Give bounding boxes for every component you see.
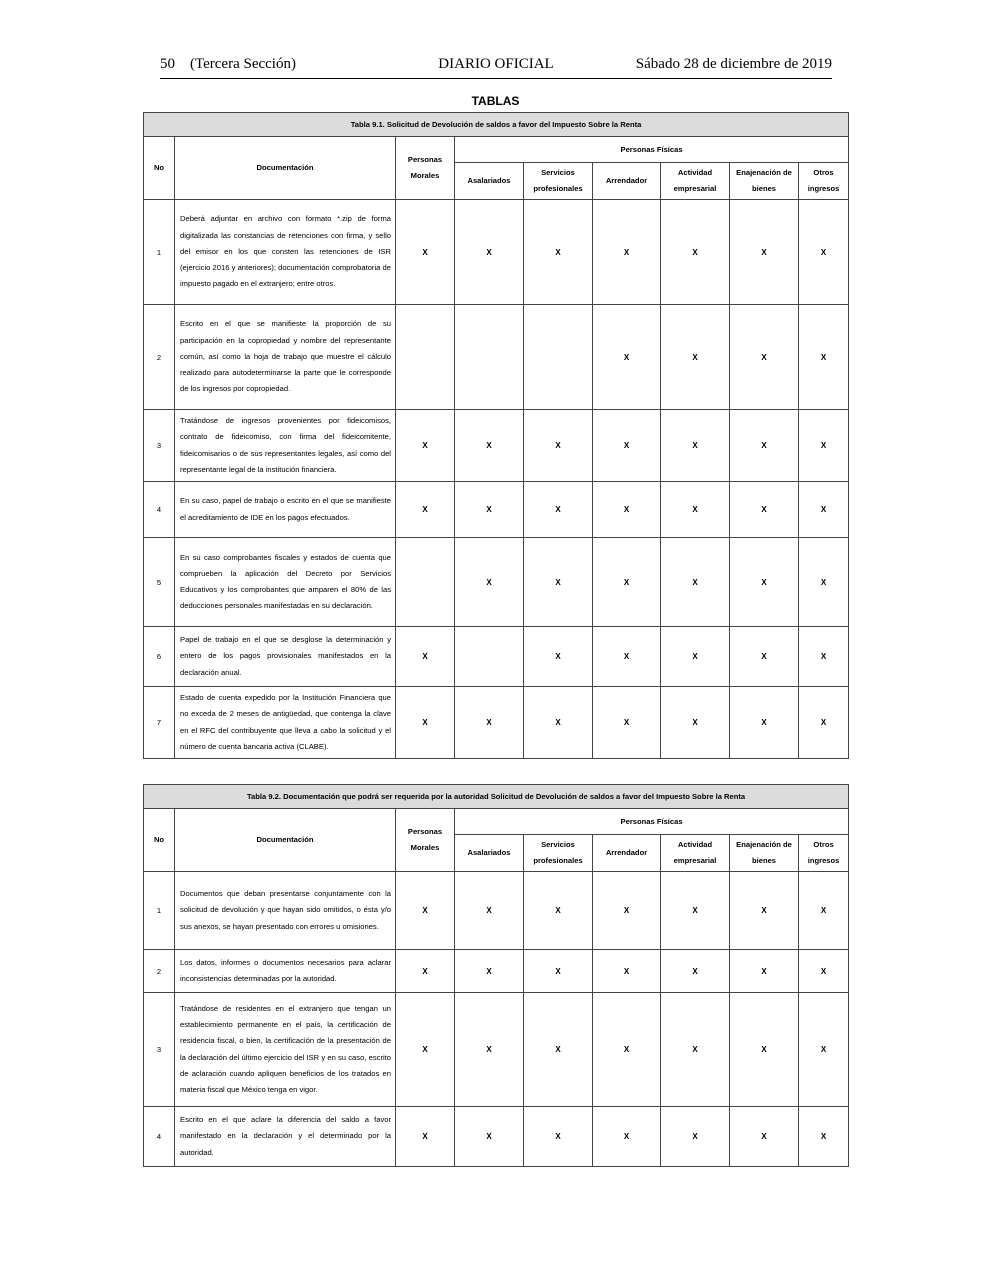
applicability-mark: X	[661, 410, 730, 482]
applicability-mark: X	[396, 993, 455, 1107]
col-header-servicios: Servicios profesionales	[524, 163, 593, 200]
applicability-mark: X	[524, 482, 593, 538]
table-row	[144, 410, 849, 482]
applicability-mark: X	[730, 1107, 799, 1167]
row-documentation: Documentos que deban presentarse conjuntamente con la solicitud de devolución y que hayan sido omitidos, o ésta y/o sus anexos, se hayan presentado con errores u omisiones.	[175, 872, 396, 950]
table-row	[144, 872, 849, 950]
applicability-mark: X	[730, 872, 799, 950]
row-number: 7	[144, 687, 175, 759]
col-header-morales: Personas Morales	[396, 137, 455, 200]
applicability-mark: X	[661, 538, 730, 627]
table-row	[144, 1107, 849, 1167]
applicability-mark: X	[730, 950, 799, 993]
applicability-mark: X	[593, 872, 661, 950]
applicability-mark: X	[524, 200, 593, 305]
applicability-mark: X	[730, 200, 799, 305]
applicability-mark	[455, 305, 524, 410]
col-header-asalariados: Asalariados	[455, 163, 524, 200]
applicability-mark: X	[661, 872, 730, 950]
row-documentation: Tratándose de ingresos provenientes por fideicomisos, contrato de fideicomiso, con firma del fideicomitente, fideicomisarios o de sus representantes legales, así como del representante legal de la institución financiera.	[175, 410, 396, 482]
applicability-mark: X	[455, 538, 524, 627]
applicability-mark: X	[661, 950, 730, 993]
applicability-mark: X	[593, 950, 661, 993]
publication-name: DIARIO OFICIAL	[438, 56, 554, 72]
row-documentation: Tratándose de residentes en el extranjero que tengan un establecimiento permanente en el país, la certificación de residencia fiscal, o bien, la certificación de la presentación de la declaración del último ejercicio del ISR y en su caso, escrito de aclaración cuando apliquen beneficios de los tratados en materia fiscal que México tenga en vigor.	[175, 993, 396, 1107]
col-header-otros: Otros ingresos	[799, 163, 849, 200]
col-header-otros: Otros ingresos	[799, 835, 849, 872]
col-header-documentation: Documentación	[175, 809, 396, 872]
row-documentation: En su caso comprobantes fiscales y estados de cuenta que comprueben la aplicación del Decreto por Servicios Educativos y los comprobantes que amparen el 80% de las deducciones personales manifestadas en su declaración.	[175, 538, 396, 627]
applicability-mark: X	[730, 305, 799, 410]
row-number: 2	[144, 305, 175, 410]
table-row	[144, 200, 849, 305]
col-header-fisicas: Personas Físicas	[455, 809, 849, 835]
col-header-enajenacion: Enajenación de bienes	[730, 163, 799, 200]
table-caption: Tabla 9.2. Documentación que podrá ser requerida por la autoridad Solicitud de Devolución de saldos a favor del Impuesto Sobre la Renta	[144, 785, 849, 809]
col-header-enajenacion: Enajenación de bienes	[730, 835, 799, 872]
row-number: 2	[144, 950, 175, 993]
applicability-mark: X	[661, 200, 730, 305]
applicability-mark: X	[396, 872, 455, 950]
row-documentation: Escrito en el que se manifieste la proporción de su participación en la copropiedad y nombre del representante común, así como la hoja de trabajo que muestre el cálculo realizado para autodeterminarse la parte que le corresponde de los ingresos por copropiedad.	[175, 305, 396, 410]
applicability-mark	[396, 538, 455, 627]
applicability-mark: X	[396, 627, 455, 687]
applicability-mark: X	[730, 410, 799, 482]
applicability-mark: X	[593, 687, 661, 759]
applicability-mark: X	[455, 410, 524, 482]
applicability-mark: X	[661, 482, 730, 538]
row-number: 3	[144, 410, 175, 482]
col-header-asalariados: Asalariados	[455, 835, 524, 872]
applicability-mark: X	[524, 410, 593, 482]
table-row	[144, 627, 849, 687]
applicability-mark	[396, 305, 455, 410]
applicability-mark: X	[661, 1107, 730, 1167]
row-number: 5	[144, 538, 175, 627]
applicability-mark: X	[396, 200, 455, 305]
row-number: 1	[144, 872, 175, 950]
col-header-no: No	[144, 137, 175, 200]
applicability-mark: X	[799, 872, 849, 950]
col-header-servicios: Servicios profesionales	[524, 835, 593, 872]
table-9-2	[143, 784, 849, 1167]
applicability-mark: X	[799, 538, 849, 627]
applicability-mark: X	[396, 1107, 455, 1167]
header-rule	[160, 78, 832, 79]
table-row	[144, 950, 849, 993]
applicability-mark: X	[799, 200, 849, 305]
row-documentation: Deberá adjuntar en archivo con formato *.zip de forma digitalizada las constancias de retenciones con firma, y sello del emisor en los que consten las retenciones de ISR (ejercicio 2016 y anteriores); documentación comprobatoria de impuesto pagado en el extranjero; entre otros.	[175, 200, 396, 305]
applicability-mark: X	[730, 538, 799, 627]
section-title: TABLAS	[471, 94, 520, 108]
table-row	[144, 482, 849, 538]
applicability-mark: X	[730, 687, 799, 759]
row-number: 4	[144, 1107, 175, 1167]
applicability-mark	[455, 627, 524, 687]
applicability-mark: X	[799, 1107, 849, 1167]
applicability-mark: X	[524, 627, 593, 687]
table-9-2-body	[144, 785, 849, 1167]
applicability-mark: X	[396, 410, 455, 482]
applicability-mark: X	[455, 950, 524, 993]
table-9-1-body	[144, 113, 849, 759]
applicability-mark: X	[730, 482, 799, 538]
applicability-mark	[524, 305, 593, 410]
row-documentation: En su caso, papel de trabajo o escrito en el que se manifieste el acreditamiento de IDE en los pagos efectuados.	[175, 482, 396, 538]
row-documentation: Escrito en el que aclare la diferencia del saldo a favor manifestado en la declaración y el determinado por la autoridad.	[175, 1107, 396, 1167]
applicability-mark: X	[799, 993, 849, 1107]
row-documentation: Estado de cuenta expedido por la Institución Financiera que no exceda de 2 meses de antigüedad, que contenga la clave en el RFC del contribuyente que lleva a cabo la solicitud y el número de cuenta bancaria activa (CLABE).	[175, 687, 396, 759]
applicability-mark: X	[730, 627, 799, 687]
applicability-mark: X	[661, 305, 730, 410]
applicability-mark: X	[396, 950, 455, 993]
row-number: 4	[144, 482, 175, 538]
applicability-mark: X	[524, 538, 593, 627]
table-row	[144, 993, 849, 1107]
applicability-mark: X	[799, 950, 849, 993]
table-row	[144, 538, 849, 627]
applicability-mark: X	[799, 305, 849, 410]
applicability-mark: X	[524, 950, 593, 993]
col-header-no: No	[144, 809, 175, 872]
applicability-mark: X	[593, 410, 661, 482]
table-caption: Tabla 9.1. Solicitud de Devolución de saldos a favor del Impuesto Sobre la Renta	[144, 113, 849, 137]
col-header-actividad: Actividad empresarial	[661, 835, 730, 872]
col-header-arrendador: Arrendador	[593, 163, 661, 200]
applicability-mark: X	[593, 538, 661, 627]
applicability-mark: X	[593, 305, 661, 410]
col-header-fisicas: Personas Físicas	[455, 137, 849, 163]
applicability-mark: X	[455, 200, 524, 305]
section-label: (Tercera Sección)	[190, 56, 296, 72]
applicability-mark: X	[593, 482, 661, 538]
row-number: 3	[144, 993, 175, 1107]
applicability-mark: X	[799, 410, 849, 482]
col-header-actividad: Actividad empresarial	[661, 163, 730, 200]
applicability-mark: X	[661, 687, 730, 759]
applicability-mark: X	[524, 1107, 593, 1167]
applicability-mark: X	[455, 687, 524, 759]
col-header-arrendador: Arrendador	[593, 835, 661, 872]
applicability-mark: X	[661, 993, 730, 1107]
table-row	[144, 305, 849, 410]
applicability-mark: X	[593, 993, 661, 1107]
applicability-mark: X	[396, 482, 455, 538]
applicability-mark: X	[593, 200, 661, 305]
page-header	[160, 56, 832, 78]
applicability-mark: X	[799, 627, 849, 687]
applicability-mark: X	[455, 482, 524, 538]
page-number: 50	[160, 56, 175, 72]
applicability-mark: X	[730, 993, 799, 1107]
col-header-documentation: Documentación	[175, 137, 396, 200]
col-header-morales: Personas Morales	[396, 809, 455, 872]
table-9-1	[143, 112, 849, 759]
applicability-mark: X	[593, 627, 661, 687]
applicability-mark: X	[455, 1107, 524, 1167]
applicability-mark: X	[524, 872, 593, 950]
publication-date: Sábado 28 de diciembre de 2019	[635, 56, 832, 72]
applicability-mark: X	[799, 687, 849, 759]
row-documentation: Los datos, informes o documentos necesarios para aclarar inconsistencias determinadas por la autoridad.	[175, 950, 396, 993]
applicability-mark: X	[455, 872, 524, 950]
row-number: 6	[144, 627, 175, 687]
applicability-mark: X	[661, 627, 730, 687]
applicability-mark: X	[524, 993, 593, 1107]
table-row	[144, 687, 849, 759]
applicability-mark: X	[455, 993, 524, 1107]
applicability-mark: X	[593, 1107, 661, 1167]
row-number: 1	[144, 200, 175, 305]
applicability-mark: X	[524, 687, 593, 759]
row-documentation: Papel de trabajo en el que se desglose la determinación y entero de los pagos provisionales manifestados en la declaración anual.	[175, 627, 396, 687]
applicability-mark: X	[396, 687, 455, 759]
applicability-mark: X	[799, 482, 849, 538]
